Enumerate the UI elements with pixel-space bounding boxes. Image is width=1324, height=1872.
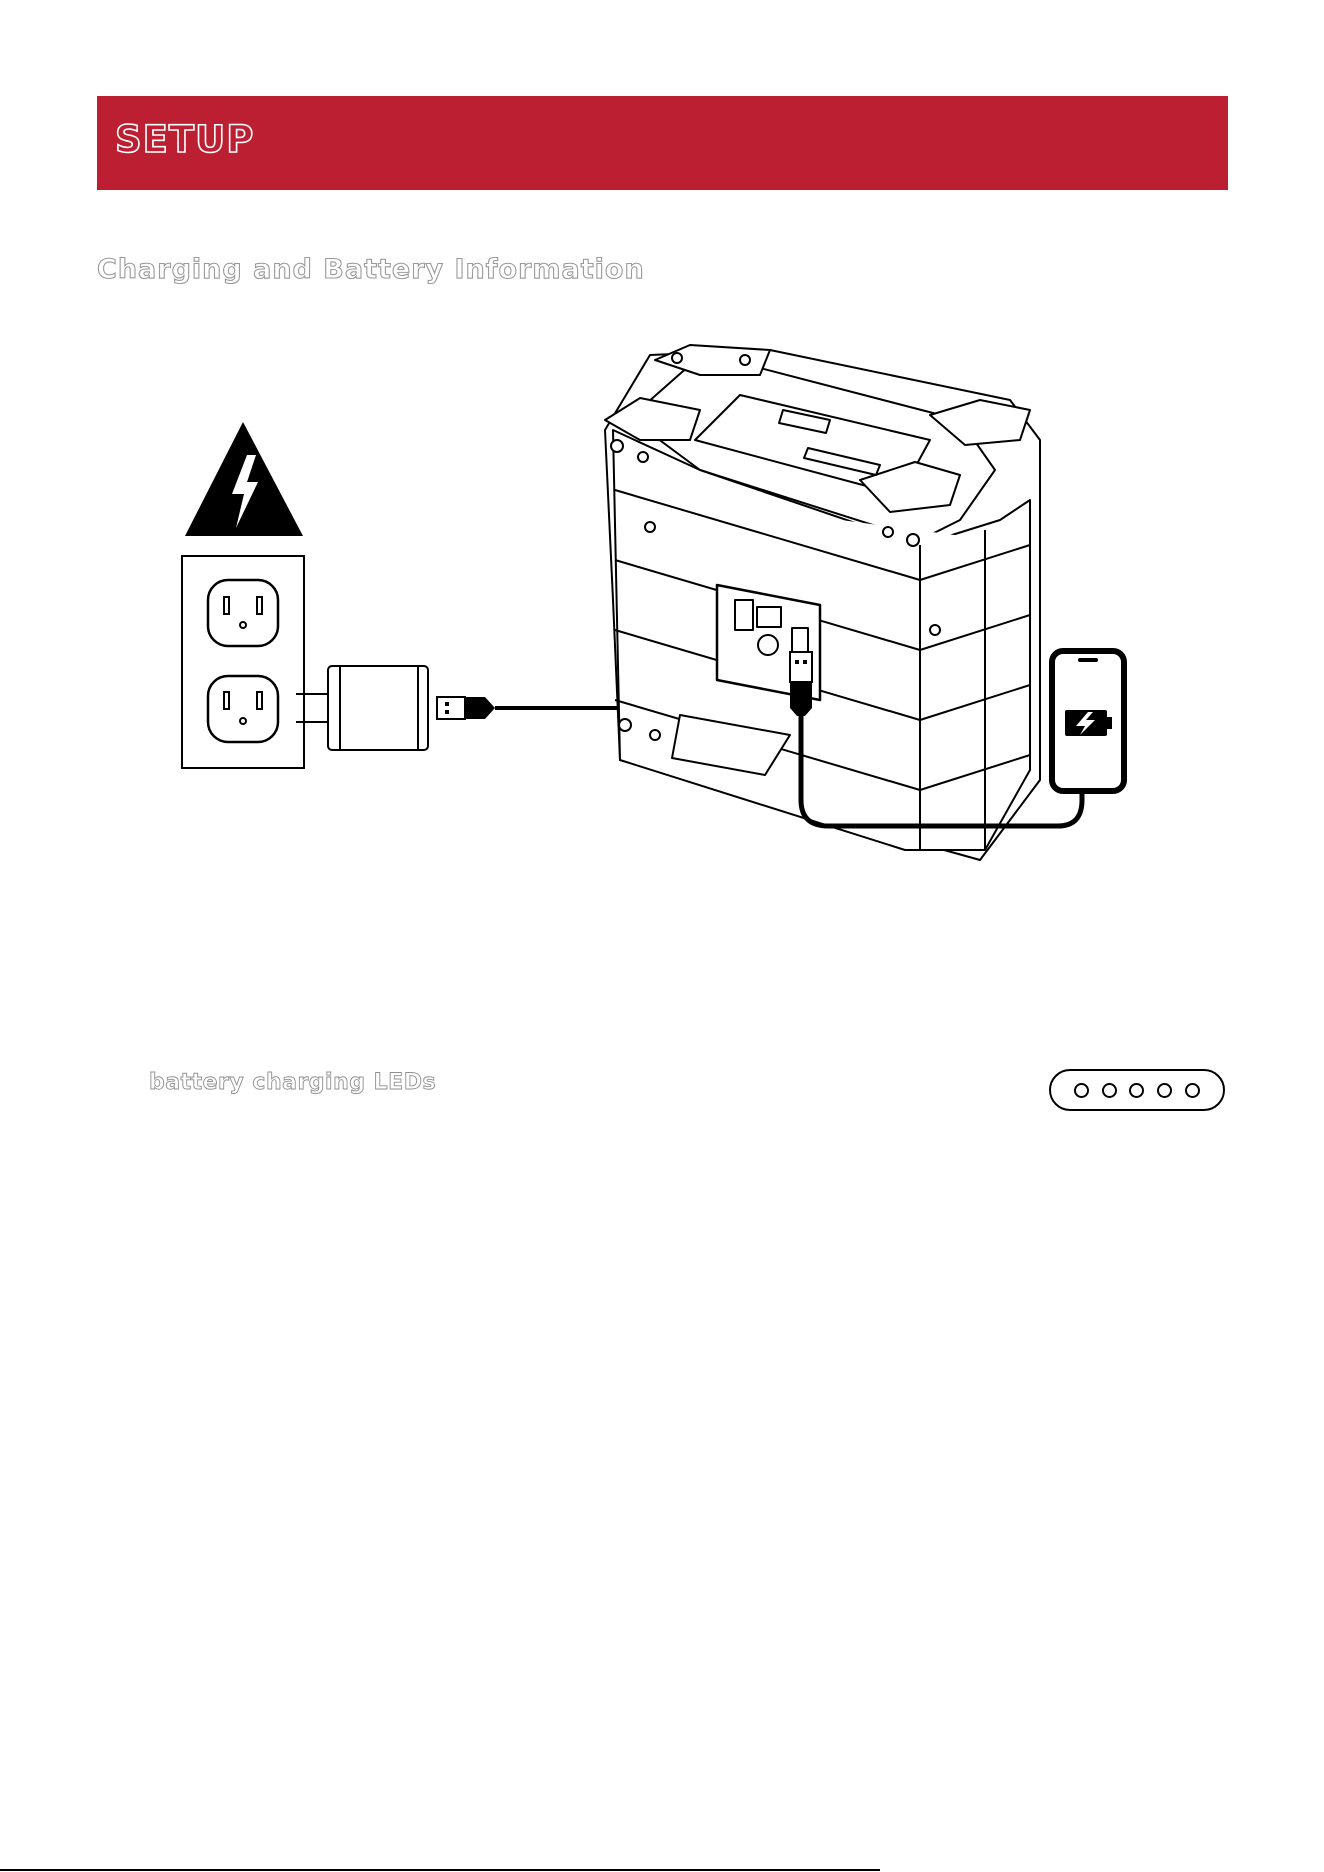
battery-leds-label: battery charging LEDs <box>149 1070 437 1095</box>
battery-led-3 <box>1129 1083 1144 1098</box>
battery-led-indicator <box>1049 1069 1225 1111</box>
usb-power-adapter-icon <box>296 666 428 750</box>
electric-shock-warning-icon <box>185 422 303 536</box>
battery-led-2 <box>1102 1083 1117 1098</box>
footer-rule <box>0 1869 880 1871</box>
page-title: SETUP <box>115 118 255 161</box>
battery-led-5 <box>1185 1083 1200 1098</box>
wall-outlet-icon <box>182 556 304 768</box>
speaker-device-icon <box>605 345 1040 860</box>
smartphone-charging-icon <box>1052 651 1124 791</box>
section-title: Charging and Battery Information <box>97 254 645 285</box>
charging-illustration <box>0 0 1324 900</box>
battery-led-4 <box>1157 1083 1172 1098</box>
battery-led-1 <box>1074 1083 1089 1098</box>
